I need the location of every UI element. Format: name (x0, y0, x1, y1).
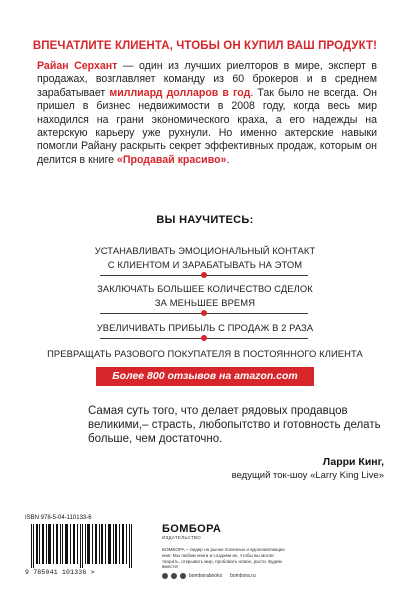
learn-title: ВЫ НАУЧИТЕСЬ: (156, 214, 254, 226)
barcode-bars-icon (29, 524, 137, 568)
isbn: ISBN 978-5-04-110133-6 (25, 515, 92, 521)
income-highlight: миллиард долларов в год (109, 86, 251, 99)
social-handle: bomborabooks (189, 573, 223, 579)
barcode (25, 515, 143, 577)
facebook-icon (162, 573, 168, 579)
quote-author: Ларри Кинг, (322, 456, 384, 468)
skill-line: С КЛИЕНТОМ И ЗАРАБАТЫВАТЬ НА ЭТОМ (107, 258, 303, 270)
publisher-logo: БОМБОРА (162, 523, 222, 535)
headline: ВПЕЧАТЛИТЕ КЛИЕНТА, ЧТОБЫ ОН КУПИЛ ВАШ ПРОДУКТ! (32, 40, 378, 52)
instagram-icon (180, 573, 186, 579)
vk-icon (171, 573, 177, 579)
intro-text-3: . (226, 153, 230, 166)
skill-line: ПРЕВРАЩАТЬ РАЗОВОГО ПОКУПАТЕЛЯ В ПОСТОЯННОГО КЛИЕНТА (47, 348, 363, 359)
skill-line: УСТАНАВЛИВАТЬ ЭМОЦИОНАЛЬНЫЙ КОНТАКТ (94, 245, 316, 256)
bullet-dot-icon (201, 310, 207, 316)
barcode-digits: 9 785041 101336 > (25, 569, 95, 576)
skill-item (0, 347, 410, 361)
skill-line: ЗА МЕНЬШЕЕ ВРЕМЯ (154, 296, 256, 308)
skill-item (0, 244, 410, 271)
bullet-dot-icon (201, 335, 207, 341)
skill-item (0, 321, 410, 335)
bullet-dot-icon (201, 272, 207, 278)
intro-text-1: — один из лучших риелторов в мире, эксперт в продажах, возглавляет команду из 60 брокеров и в среднем зарабатывает (37, 60, 377, 99)
publisher-site: bombora.ru (230, 573, 256, 579)
publisher-blurb: БОМБОРА – лидер на рынке полезных и вдохновляющих книг. Мы любим книги и создаем их, чтобы вы могли творить, открывать мир, пробовать новое, расти. Будем вместе! (162, 547, 285, 570)
skill-item (0, 282, 410, 309)
intro-paragraph (37, 60, 377, 167)
author-name: Райан Серхант (37, 60, 118, 72)
skill-line: УВЕЛИЧИВАТЬ ПРИБЫЛЬ С ПРОДАЖ В 2 РАЗА (96, 322, 314, 333)
skill-line: ЗАКЛЮЧАТЬ БОЛЬШЕЕ КОЛИЧЕСТВО СДЕЛОК (97, 283, 313, 294)
publisher-social (162, 573, 256, 579)
publisher-subtitle: ИЗДАТЕЛЬСТВО (162, 535, 202, 540)
quote-text: Самая суть того, что делает рядовых продавцов великими,– страсть, любопытство и готовность делать больше, чем достаточно. (88, 405, 381, 445)
quote-author-role: ведущий ток-шоу «Larry King Live» (231, 470, 384, 481)
intro-text-2: . Так было не всегда. Он пришел в бизнес недвижимости в 2008 году, когда весь мир находился на грани экономического краха, а его надежды на актерскую карьеру уже рухнули. Но именно актерские навыки помогли Райану раскрыть секрет эффективных продаж, которым он делится в книге (37, 86, 377, 166)
book-title: «Продавай красиво» (116, 153, 227, 166)
reviews-band: Более 800 отзывов на amazon.com (96, 367, 314, 386)
